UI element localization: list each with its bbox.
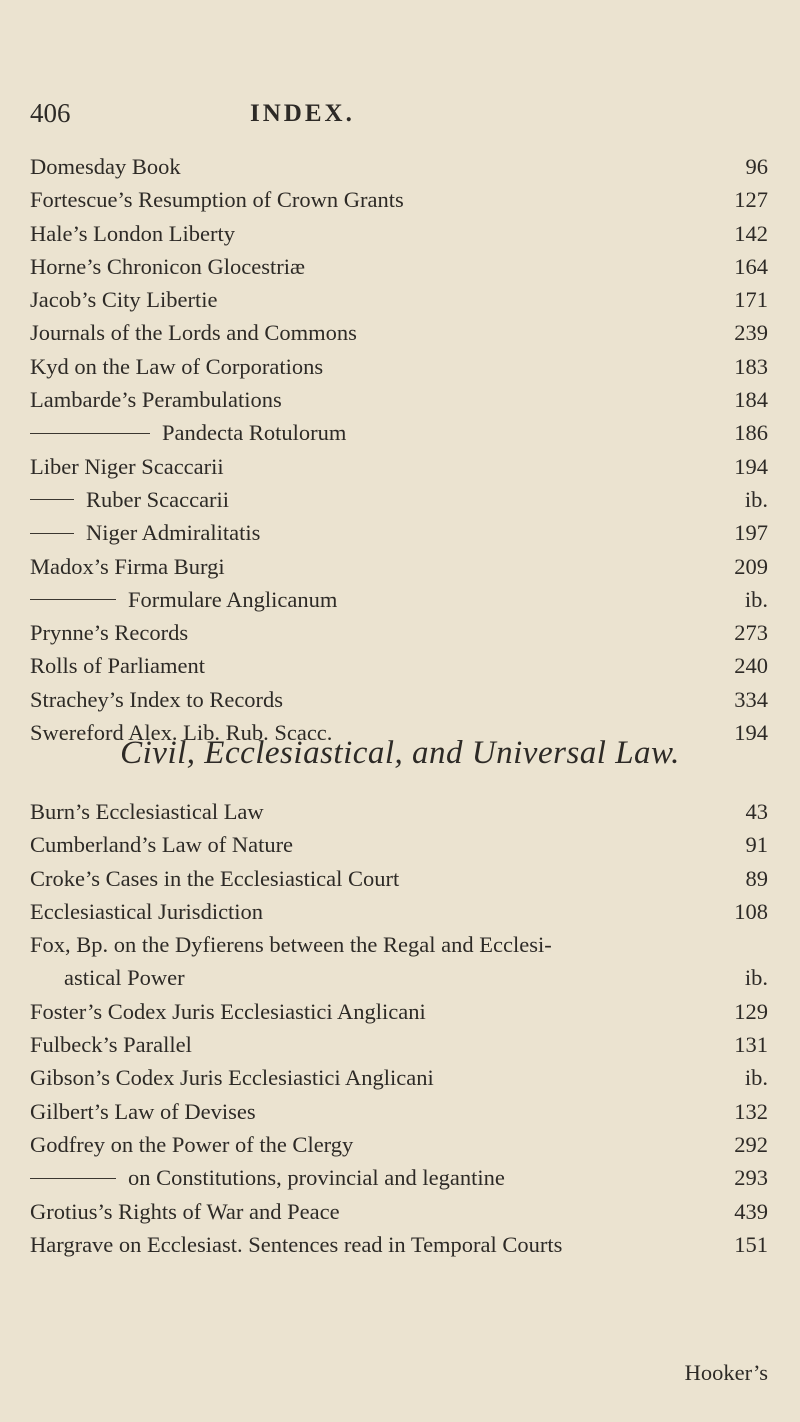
entry-title [30, 1061, 434, 1094]
entry-label: Lambarde’s Perambulations [30, 387, 282, 413]
index-entry [30, 283, 768, 316]
index-entry [30, 217, 768, 250]
index-entry [30, 550, 768, 583]
index-entry [30, 150, 768, 183]
entry-title [30, 550, 225, 583]
entry-page-ref: 197 [734, 520, 768, 546]
index-entry [30, 1161, 768, 1194]
index-entry [30, 1028, 768, 1061]
index-entry [30, 683, 768, 716]
entry-label: Rolls of Parliament [30, 653, 205, 679]
entry-page-ref: 293 [734, 1165, 768, 1191]
index-entry [30, 649, 768, 682]
entry-page-ref: ib. [744, 965, 768, 991]
entry-label: Kyd on the Law of Corporations [30, 353, 324, 379]
entry-label: Jacob’s City Libertie [30, 287, 218, 313]
index-entry [30, 995, 768, 1028]
catchword: Hooker’s [684, 1360, 768, 1385]
entry-page-ref: 43 [745, 799, 768, 824]
index-entry [30, 450, 768, 483]
entry-label: Godfrey on the Power of the Clergy [30, 1131, 354, 1157]
entry-title [30, 283, 217, 316]
entry-title [30, 316, 357, 349]
entry-label: Domesday Book [30, 154, 181, 179]
entry-title [30, 483, 229, 516]
index-entry [30, 350, 768, 383]
entry-title [64, 961, 185, 994]
entry-title [30, 1228, 562, 1261]
entry-page-ref: 131 [734, 1032, 768, 1058]
entry-page-ref: 91 [745, 832, 768, 858]
entry-title [30, 828, 293, 861]
index-section-records [30, 150, 768, 749]
entry-label: Burn’s Ecclesiastical Law [30, 799, 264, 824]
ditto-rule [30, 433, 150, 434]
entry-label: Prynne’s Records [30, 620, 189, 646]
entry-label: Hargrave on Ecclesiast. Sentences read in Temporal Courts [30, 1231, 563, 1257]
entry-page-ref: 194 [734, 453, 768, 479]
page-header [30, 98, 770, 138]
index-entry [30, 416, 768, 449]
entry-page-ref: 132 [734, 1098, 768, 1124]
entry-label: Madox’s Firma Burgi [30, 553, 225, 579]
index-entry [30, 862, 768, 895]
entry-title [30, 683, 283, 716]
entry-label: Fortescue’s Resumption of Crown Grants [30, 187, 404, 213]
entry-page-ref: ib. [744, 586, 768, 612]
entry-title [30, 995, 426, 1028]
entry-page-ref: 439 [734, 1198, 768, 1224]
index-entry [30, 516, 768, 549]
entry-label: Strachey’s Index to Records [30, 686, 284, 712]
index-entry [30, 1061, 768, 1094]
entry-page-ref: 89 [745, 865, 768, 891]
entry-label: Journals of the Lords and Commons [30, 320, 357, 346]
entry-label: Liber Niger Scaccarii [30, 453, 224, 479]
entry-page-ref: 183 [734, 353, 768, 379]
entry-page-ref: 164 [734, 253, 768, 279]
entry-title [30, 1128, 353, 1161]
entry-page-ref: 127 [734, 187, 768, 213]
entry-label: Fox, Bp. on the Dyfierens between the Regal and Ecclesi- [30, 932, 552, 958]
entry-title [30, 583, 337, 616]
index-entry [30, 1195, 768, 1228]
entry-page-ref: 108 [734, 898, 768, 924]
ditto-rule [30, 599, 116, 600]
entry-page-ref: 186 [734, 420, 768, 446]
entry-page-ref: 209 [734, 553, 768, 579]
entry-label: on Constitutions, provincial and legantine [128, 1165, 505, 1191]
entry-label: Formulare Anglicanum [128, 586, 338, 612]
entry-label: Ecclesiastical Jurisdiction [30, 898, 264, 924]
index-entry [30, 895, 768, 928]
entry-page-ref: 96 [745, 154, 768, 179]
entry-page-ref: 129 [734, 998, 768, 1024]
entry-label: Gilbert’s Law of Devises [30, 1098, 256, 1124]
index-entry [30, 183, 768, 216]
entry-page-ref: 292 [734, 1131, 768, 1157]
entry-page-ref: 142 [734, 220, 768, 246]
entry-title [30, 217, 235, 250]
entry-title [30, 1195, 340, 1228]
entry-title [30, 1161, 505, 1194]
page-number: 406 [30, 98, 71, 128]
entry-page-ref: 240 [734, 653, 768, 679]
index-entry [30, 483, 768, 516]
index-entry [30, 1128, 768, 1161]
index-entry [30, 383, 768, 416]
entry-title [30, 616, 188, 649]
index-entry [30, 616, 768, 649]
ditto-rule [30, 499, 74, 500]
entry-page-ref: ib. [744, 1065, 768, 1091]
ditto-rule [30, 533, 74, 534]
entry-title [30, 350, 323, 383]
entry-label: Horne’s Chronicon Glocestriæ [30, 253, 305, 279]
index-entry [30, 583, 768, 616]
entry-label: Gibson’s Codex Juris Ecclesiastici Anglicani [30, 1065, 434, 1091]
running-title: INDEX. [250, 100, 355, 127]
entry-title [30, 150, 181, 183]
index-entry [30, 316, 768, 349]
entry-label: astical Power [64, 965, 185, 991]
entry-label: Niger Admiralitatis [86, 520, 261, 546]
entry-page-ref: 194 [734, 720, 768, 746]
entry-label: Foster’s Codex Juris Ecclesiastici Anglicani [30, 998, 426, 1024]
entry-title [30, 928, 552, 961]
entry-title [30, 862, 399, 895]
entry-label: Swereford Alex. Lib. Rub. Scacc. [30, 720, 333, 746]
index-entry [30, 1228, 768, 1261]
entry-label: Ruber Scaccarii [86, 486, 230, 512]
entry-label: Hale’s London Liberty [30, 220, 235, 246]
entry-title [30, 183, 404, 216]
index-entry [30, 928, 768, 961]
index-section-law [30, 795, 768, 1261]
entry-label: Grotius’s Rights of War and Peace [30, 1198, 340, 1224]
entry-label: Cumberland’s Law of Nature [30, 832, 294, 858]
entry-title [30, 1095, 256, 1128]
entry-page-ref: 171 [734, 287, 768, 313]
entry-title [30, 516, 260, 549]
entry-page-ref: 151 [734, 1231, 768, 1257]
entry-title [30, 250, 305, 283]
index-entry [30, 961, 768, 994]
entry-title [30, 416, 346, 449]
entry-label: Croke’s Cases in the Ecclesiastical Court [30, 865, 400, 891]
entry-title [30, 1028, 192, 1061]
section-heading: Civil, Ecclesiastical, and Universal Law. [120, 735, 680, 771]
entry-page-ref: 184 [734, 387, 768, 413]
entry-page-ref: 334 [734, 686, 768, 712]
index-entry [30, 250, 768, 283]
entry-title [30, 895, 263, 928]
entry-title [30, 649, 205, 682]
ditto-rule [30, 1178, 116, 1179]
entry-label: Pandecta Rotulorum [162, 420, 347, 446]
entry-page-ref: ib. [744, 486, 768, 512]
entry-label: Fulbeck’s Parallel [30, 1032, 192, 1058]
index-entry [30, 1095, 768, 1128]
entry-page-ref: 239 [734, 320, 768, 346]
index-entry [30, 795, 768, 828]
entry-page-ref: 273 [734, 620, 768, 646]
entry-title [30, 450, 224, 483]
entry-title [30, 383, 282, 416]
entry-title [30, 795, 264, 828]
index-entry [30, 828, 768, 861]
